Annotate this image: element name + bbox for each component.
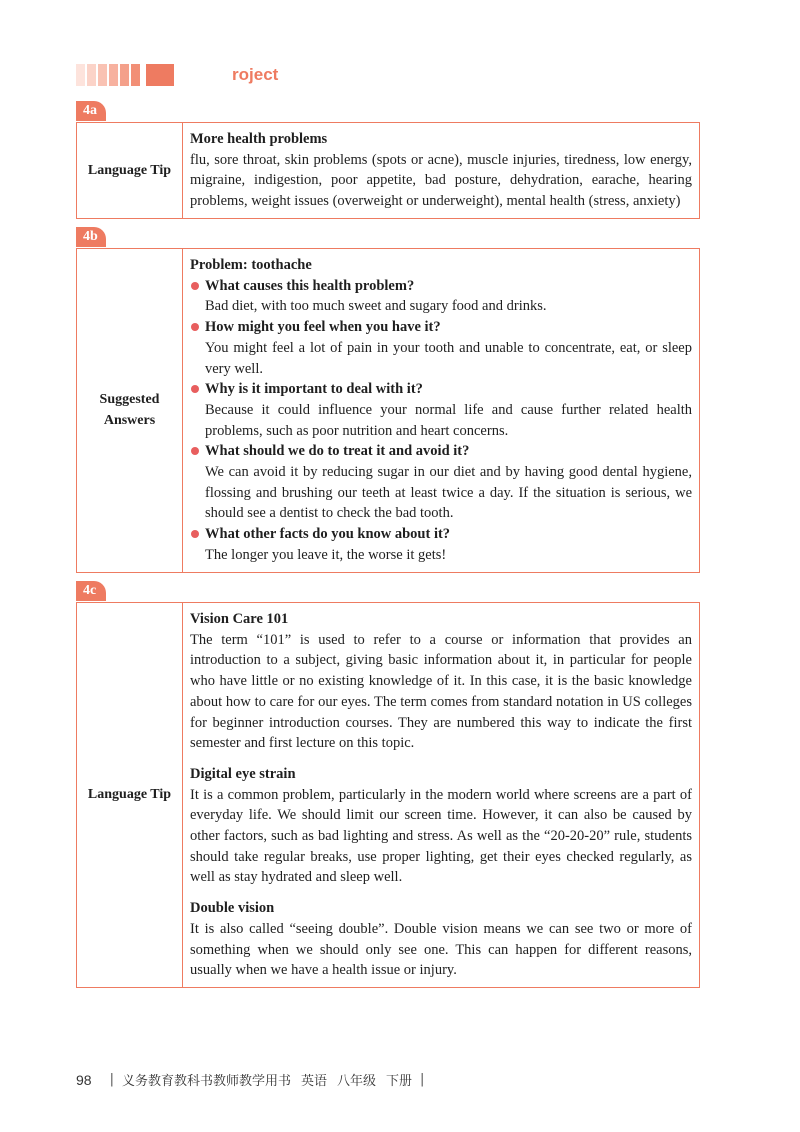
answer-text: We can avoid it by reducing sugar in our diet and by having good dental hygiene, flossing and brushing our teeth at least twice a day. If the situation is serious, we should see a dentist to check the bad tooth.: [205, 464, 692, 522]
answer-text: Bad diet, with too much sweet and sugary food and drinks.: [205, 298, 547, 315]
answer-text: The longer you leave it, the worse it gets!: [205, 546, 447, 563]
section-content: [183, 249, 699, 572]
footer-separator: |: [420, 1072, 425, 1087]
section-box: [76, 602, 700, 988]
label-line: Answers: [103, 413, 156, 429]
content-text: The term “101” is used to refer to a course or information that provides an introduction to a subject, giving basic information about it, in particular for people who have little or no existing knowledge of it. In this case, it is the basic knowledge about how to care for our eyes. The term comes from standard notation in US colleges for beginner introduction courses. They are numbered this way to indicate the first semester and first lecture on this topic.: [190, 631, 692, 752]
project-header: [76, 63, 279, 86]
content-heading: Digital eye strain: [190, 765, 296, 782]
page-footer: [76, 1070, 432, 1089]
answer-text: You might feel a lot of pain in your tooth and unable to concentrate, eat, or sleep very well.: [205, 339, 692, 377]
content-heading: More health problems: [190, 131, 328, 147]
section-tab: 4a: [76, 101, 106, 121]
section-label: Language Tip: [77, 603, 183, 987]
answer-text: Because it could influence your normal life and cause further related health problems, such as poor nutrition and heart concerns.: [205, 401, 692, 439]
content-text: It is also called “seeing double”. Double vision means we can see two or more of something when we should only see one. This can happen for different reasons, usually when we have a health issue or injury.: [190, 920, 692, 979]
section-box: [76, 122, 700, 219]
footer-separator: |: [109, 1072, 114, 1087]
subject-name: 英语: [300, 1074, 327, 1089]
section-content: [183, 123, 699, 218]
content-text: It is a common problem, particularly in the modern world where screens are a part of everyday life. We should limit our screen time. However, it can also be caused by other factors, such as bad lighting and stress. As well as the “20-20-20” rule, students should take regular breaks, use proper lighting, get their eyes checked regularly, as well as stay hydrated and sleep well.: [190, 786, 692, 886]
question-item: How might you feel when you have it?: [190, 317, 692, 338]
content-text: flu, sore throat, skin problems (spots or acne), muscle injuries, tiredness, low energy, migraine, indigestion, poor appetite, bad posture, dehydration, earache, hearing problems, weight issues (overweight or underweight), mental health (stress, anxiety): [190, 151, 692, 210]
content-heading: Vision Care 101: [190, 611, 289, 627]
header-accent-block: [146, 64, 174, 86]
content-heading: Problem: toothache: [190, 257, 312, 273]
section-tab: 4c: [76, 581, 106, 601]
content-heading: Double vision: [190, 900, 275, 917]
project-title: *Project: [216, 63, 279, 84]
section-tab: 4b: [76, 227, 106, 247]
section-content: [183, 603, 699, 987]
book-title: 义务教育教科书教师教学用书: [121, 1074, 291, 1089]
section-label: Language Tip: [77, 123, 183, 218]
header-stripes: [76, 64, 142, 86]
question-item: Why is it important to deal with it?: [190, 379, 692, 400]
label-line: Suggested: [99, 392, 160, 408]
section-label: [77, 249, 183, 572]
page-number: 98: [76, 1071, 92, 1088]
volume-name: 下册: [386, 1074, 413, 1089]
question-item: What should we do to treat it and avoid it?: [190, 441, 692, 462]
question-item: What causes this health problem?: [190, 276, 692, 297]
grade-name: 八年级: [337, 1074, 377, 1089]
question-item: What other facts do you know about it?: [190, 524, 692, 545]
section-box: [76, 248, 700, 573]
